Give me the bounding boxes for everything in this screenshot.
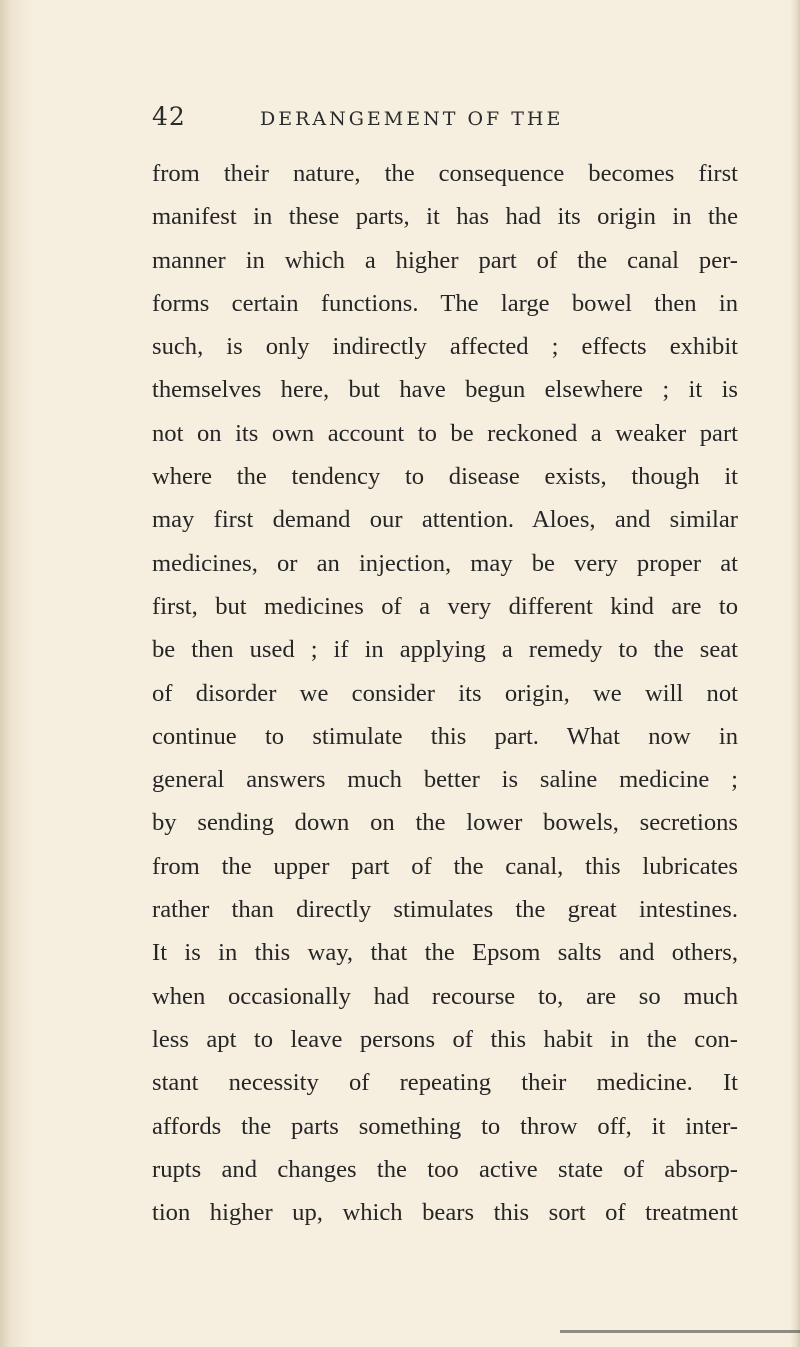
page-edge bbox=[790, 0, 800, 1347]
text-line: themselves here, but have begun elsewhere ; it is bbox=[152, 376, 738, 404]
text-line: from their nature, the consequence becomes first bbox=[152, 160, 738, 187]
text-line: of disorder we consider its origin, we will not bbox=[152, 679, 738, 707]
text-line: manifest in these parts, it has had its origin in the bbox=[152, 203, 738, 231]
text-line: such, is only indirectly affected ; effects exhibit bbox=[152, 333, 738, 361]
running-head bbox=[0, 100, 800, 140]
text-line: first, but medicines of a very different kind are to bbox=[152, 592, 738, 620]
body-text bbox=[152, 152, 738, 1234]
text-line: tion higher up, which bears this sort of treatment bbox=[152, 1199, 738, 1227]
text-line: medicines, or an injection, may be very proper at bbox=[152, 549, 738, 577]
text-line: rupts and changes the too active state of absorp- bbox=[152, 1155, 738, 1183]
running-head-title: DERANGEMENT OF THE bbox=[260, 108, 564, 130]
text-line: may first demand our attention. Aloes, and similar bbox=[152, 506, 738, 534]
text-line: continue to stimulate this part. What now in bbox=[152, 722, 738, 750]
text-line: rather than directly stimulates the great intestines. bbox=[152, 896, 738, 924]
text-line: not on its own account to be reckoned a weaker part bbox=[152, 419, 738, 447]
text-line: from the upper part of the canal, this lubricates bbox=[152, 852, 738, 880]
text-line: stant necessity of repeating their medicine. It bbox=[152, 1069, 738, 1097]
text-line: manner in which a higher part of the canal per- bbox=[152, 246, 738, 274]
text-line: where the tendency to disease exists, though it bbox=[152, 463, 738, 491]
text-line: be then used ; if in applying a remedy to the seat bbox=[152, 636, 738, 664]
text-line: less apt to leave persons of this habit in the con- bbox=[152, 1025, 738, 1053]
text-line: when occasionally had recourse to, are so much bbox=[152, 982, 738, 1010]
text-line: forms certain functions. The large bowel then in bbox=[152, 289, 738, 317]
spine-shadow bbox=[0, 0, 34, 1347]
text-line: It is in this way, that the Epsom salts and others, bbox=[152, 939, 738, 967]
text-line: general answers much better is saline medicine ; bbox=[152, 766, 738, 794]
text-line: affords the parts something to throw off, it inter- bbox=[152, 1112, 738, 1140]
page-bottom-edge bbox=[560, 1330, 800, 1333]
text-line: by sending down on the lower bowels, secretions bbox=[152, 809, 738, 837]
page-number: 42 bbox=[152, 102, 186, 131]
